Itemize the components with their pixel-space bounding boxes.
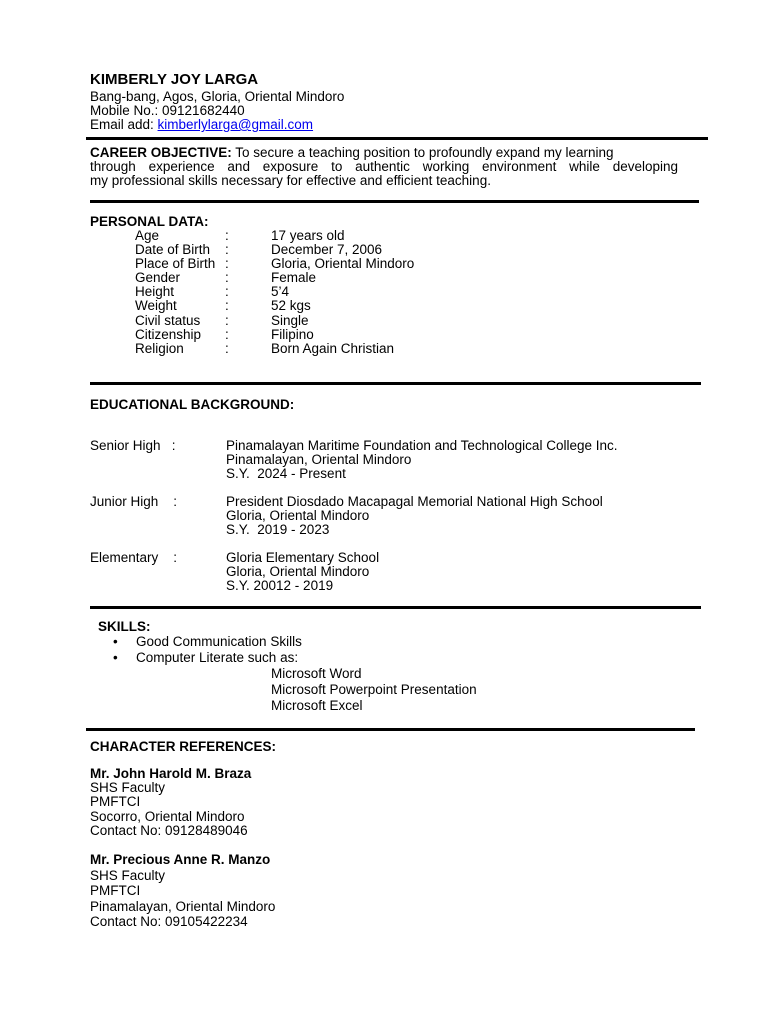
reference-entry	[90, 767, 490, 838]
divider-1	[86, 137, 708, 140]
personal-value: Gloria, Oriental Mindoro	[271, 256, 415, 272]
school-year: S.Y. 2024 - Present	[226, 466, 346, 482]
email-line	[90, 118, 313, 132]
email-link[interactable]: kimberlylarga@gmail.com	[157, 117, 314, 132]
personal-sep: :	[225, 284, 229, 300]
personal-data-table	[135, 229, 635, 356]
address: Bang-bang, Agos, Gloria, Oriental Mindoro	[90, 89, 345, 104]
personal-value: 52 kgs	[271, 298, 311, 314]
skills-title: SKILLS:	[98, 619, 151, 634]
reference-position: SHS Faculty	[90, 780, 166, 796]
bullet-icon: •	[113, 650, 118, 665]
personal-row	[135, 285, 635, 299]
education-details	[226, 495, 746, 538]
reference-name: Mr. Precious Anne R. Manzo	[90, 852, 271, 867]
personal-value: Female	[271, 270, 317, 286]
education-title: EDUCATIONAL BACKGROUND:	[90, 397, 295, 412]
career-objective	[90, 146, 678, 189]
applicant-name: KIMBERLY JOY LARGA	[90, 71, 259, 88]
skill-sub-item	[0, 667, 768, 683]
school-place: Gloria, Oriental Mindoro	[226, 564, 370, 580]
objective-label: CAREER OBJECTIVE:	[90, 145, 232, 160]
reference-contact: Contact No: 09105422234	[90, 914, 248, 929]
skill-item	[0, 651, 768, 667]
school-place: Gloria, Oriental Mindoro	[226, 508, 370, 524]
personal-key: Weight	[135, 298, 177, 314]
skill-sub-item	[0, 683, 768, 699]
education-level: Senior High :	[90, 438, 176, 453]
personal-key: Age	[135, 228, 160, 243]
personal-key: Date of Birth	[135, 242, 211, 258]
education-level: Junior High :	[90, 494, 178, 509]
personal-row	[135, 257, 635, 271]
skill-sub-item	[0, 699, 768, 715]
mobile-number: Mobile No.: 09121682440	[90, 103, 245, 118]
personal-row	[135, 299, 635, 313]
education-details	[226, 439, 746, 482]
objective-line-2: through experience and exposure to authentic working environment while developing	[90, 159, 678, 175]
personal-data-title: PERSONAL DATA:	[90, 214, 209, 229]
school-name: Gloria Elementary School	[226, 550, 380, 565]
skill-sub-label: Microsoft Powerpoint Presentation	[271, 682, 477, 697]
personal-key: Gender	[135, 270, 181, 286]
personal-row	[135, 342, 635, 356]
skill-sub-label: Microsoft Excel	[271, 698, 363, 713]
personal-value: 17 years old	[271, 228, 345, 243]
school-name: President Diosdado Macapagal Memorial National High School	[226, 494, 603, 509]
personal-value: Filipino	[271, 326, 314, 342]
personal-value: December 7, 2006	[271, 242, 383, 258]
school-name: Pinamalayan Maritime Foundation and Technological College Inc.	[226, 438, 618, 453]
personal-sep: :	[225, 326, 229, 342]
skill-item	[0, 635, 768, 651]
divider-5	[86, 728, 695, 731]
personal-sep: :	[225, 256, 229, 272]
skills-list	[0, 635, 768, 715]
divider-4	[90, 606, 701, 609]
school-year: S.Y. 2019 - 2023	[226, 522, 330, 538]
personal-value: Single	[271, 312, 309, 328]
personal-key: Civil status	[135, 312, 201, 328]
reference-place: Socorro, Oriental Mindoro	[90, 808, 245, 824]
personal-key: Place of Birth	[135, 256, 216, 272]
personal-value: Born Again Christian	[271, 340, 395, 356]
personal-key: Citizenship	[135, 326, 202, 342]
personal-row	[135, 328, 635, 342]
skill-label: Computer Literate such as:	[136, 650, 299, 665]
personal-sep: :	[225, 228, 229, 243]
reference-org: PMFTCI	[90, 794, 141, 810]
education-details	[226, 551, 746, 594]
skill-label: Good Communication Skills	[136, 634, 302, 649]
reference-org: PMFTCI	[90, 883, 141, 898]
skill-sub-label: Microsoft Word	[271, 666, 362, 681]
personal-row	[135, 229, 635, 243]
reference-position: SHS Faculty	[90, 867, 166, 883]
school-year: S.Y. 20012 - 2019	[226, 578, 334, 594]
personal-sep: :	[225, 340, 229, 356]
personal-row	[135, 271, 635, 285]
personal-sep: :	[225, 312, 229, 328]
reference-place: Pinamalayan, Oriental Mindoro	[90, 898, 276, 914]
personal-row	[135, 243, 635, 257]
references-title: CHARACTER REFERENCES:	[90, 739, 277, 754]
education-level: Elementary :	[90, 550, 178, 565]
personal-sep: :	[225, 298, 229, 314]
school-place: Pinamalayan, Oriental Mindoro	[226, 452, 412, 468]
reference-contact: Contact No: 09128489046	[90, 822, 248, 838]
reference-name: Mr. John Harold M. Braza	[90, 766, 252, 781]
personal-key: Height	[135, 284, 175, 300]
personal-sep: :	[225, 270, 229, 286]
personal-value: 5’4	[271, 284, 290, 300]
objective-line-1: To secure a teaching position to profoundly expand my learning	[231, 145, 614, 160]
bullet-icon: •	[113, 634, 118, 649]
objective-line-3: my professional skills necessary for effective and efficient teaching.	[90, 173, 491, 189]
personal-sep: :	[225, 242, 229, 258]
personal-row	[135, 314, 635, 328]
personal-key: Religion	[135, 340, 184, 356]
divider-2	[90, 200, 699, 203]
divider-3	[90, 382, 701, 385]
reference-entry	[90, 852, 490, 930]
email-label: Email add:	[90, 117, 158, 132]
